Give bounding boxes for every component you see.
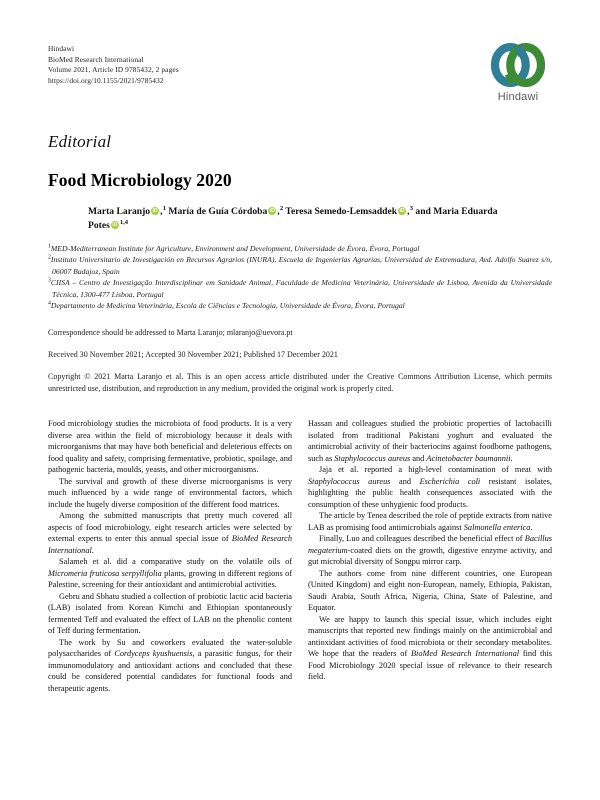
publisher-logo — [472, 42, 564, 103]
author-affil-ref: 2 — [279, 204, 284, 212]
affiliation-number: 1 — [48, 243, 51, 250]
logo-wordmark: Hindawi — [497, 91, 539, 103]
affiliation-text: Departamento de Medicina Veterinária, Escola de Ciências e Tecnologia, Universidade de Évora, Évora, Portugal — [50, 301, 405, 311]
hindawi-rings-icon — [486, 42, 550, 88]
author-affil-ref: 3 — [409, 204, 413, 212]
affiliation-text: Instituto Universitario de Investigación en Recursos Agrarios (INURA), Escuela de Ingenierías Agrarias, Universidad de Extremadura, Avd. Adolfo Suarez s/n, 06007 Badajoz, Spain — [50, 255, 552, 276]
affiliation-text: MED-Mediterranean Institute for Agriculture, Environment and Development, Universidade de Évora, Évora, Portugal — [50, 244, 420, 253]
affiliation-item — [48, 277, 552, 300]
author-name: and Maria Eduarda Potes — [88, 206, 498, 231]
affiliation-number: 4 — [48, 300, 51, 307]
author-affil-ref: 1,4 — [119, 218, 129, 226]
article-type-kicker: Editorial — [48, 132, 112, 151]
affiliation-list — [48, 243, 552, 311]
body-paragraph: The authors come from nine different countries, one European (United Kingdom) and eight non-European, namely, Ethiopia, Pakistan, Saudi Arabia, South Africa, Nigeria, China, State of Palestine, and Equator. — [308, 568, 552, 612]
author-affil-ref: 1 — [162, 204, 166, 212]
author-list: Marta Laranjo iD ,$^1$ María de Guía Córdoba iD ,$^2$ Teresa Semedo-Lemsaddek iD ,$^3$ and Maria Eduarda Potes iD $^{1,4}$ — [88, 205, 518, 233]
orcid-id-icon[interactable] — [111, 221, 119, 229]
publisher-name: Hindawi — [48, 44, 75, 53]
body-paragraph: Hassan and colleagues studied the probiotic properties of lactobacilli isolated from traditional Pakistani yoghurt and evaluated the antimicrobial activity of their bacteriocins against foodborne pathogens, such as Staphylococcus aureus and Acinetobacter baumannii. — [308, 419, 552, 463]
article-body — [48, 418, 552, 758]
page-title: Food Microbiology 2020 — [48, 169, 232, 190]
affiliation-item — [48, 243, 552, 254]
body-column-left — [48, 418, 292, 758]
affiliation-item — [48, 254, 552, 277]
body-paragraph: Salameh et al. did a comparative study on the volatile oils of Micromeria fruticosa serpyllifolia plants, growing in different regions of Palestine, screening for their antioxidant and antimicrobial activities. — [48, 557, 292, 589]
copyright-notice: Copyright © 2021 Marta Laranjo et al. This is an open access article distributed under the Creative Commons Attribution License, which permits unrestricted use, distribution, and reproduction in any medium, provided the original work is properly cited. — [48, 372, 552, 393]
masthead — [48, 44, 378, 86]
body-paragraph: We are happy to launch this special issue, which includes eight manuscripts that reported new findings mainly on the antimicrobial and antioxidant activities of food microbiota or their secondary metabolites. We hope that the readers of BioMed Research International find this Food Microbiology 2020 special issue of relevance to their research field. — [308, 614, 552, 681]
doi-link[interactable]: https://doi.org/10.1155/2021/9785432 — [48, 75, 164, 85]
affiliation-text: CIISA – Centro de Investigação Interdisciplinar em Sanidade Animal, Faculdade de Medicina Veterinária, Universidade de Lisboa, Avenida da Universidade Técnica, 1300-477 Lisboa, Portugal — [50, 278, 552, 299]
publication-dates: Received 30 November 2021; Accepted 30 November 2021; Published 17 December 2021 — [48, 350, 338, 359]
body-paragraph: Among the submitted manuscripts that pretty much covered all aspects of food microbiology, eight research articles were selected by external experts to enter this annual special issue of BioMed Research International. — [48, 511, 292, 555]
author-name: Marta Laranjo — [88, 206, 151, 217]
body-paragraph: The article by Tenea described the role of peptide extracts from native LAB as promising food antimicrobials against Salmonella enterica. — [308, 511, 552, 532]
author-name: María de Guía Córdoba — [168, 206, 268, 217]
body-paragraph: The survival and growth of these diverse microorganisms is very much influenced by a wide range of environmental factors, which include the hugely diverse composition of the different food matrices. — [48, 476, 292, 509]
journal-name: BioMed Research International — [48, 54, 144, 64]
affiliation-number: 2 — [48, 254, 51, 261]
body-paragraph: Finally, Luo and colleagues described the beneficial effect of Bacillus megaterium-coated diets on the growth, digestive enzyme activity, and gut microbial diversity of Songpu mirror carp. — [308, 534, 552, 566]
author-name: Teresa Semedo-Lemsaddek — [285, 206, 398, 217]
orcid-id-icon[interactable] — [398, 207, 406, 215]
body-paragraph: Gebru and Sbhatu studied a collection of probiotic lactic acid bacteria (LAB) isolated from Korean Kimchi and Ethiopian spontaneously fermented Teff and evaluated the effect of LAB on the phenolic content of Teff during fermentation. — [48, 591, 292, 635]
body-paragraph: Food microbiology studies the microbiota of food products. It is a very diverse area within the field of microbiology because it deals with microorganisms that may have both beneficial and deleterious effects on food quality and safety, comprising fermentative, probiotic, spoilage, and pathogenic bacteria, moulds, yeasts, and other microorganisms. — [48, 419, 292, 474]
affiliation-number: 3 — [48, 277, 51, 284]
affiliation-item — [48, 300, 552, 311]
body-paragraph: Jaja et al. reported a high-level contamination of meat with Staphylococcus aureus and Escherichia coli resistant isolates, highlighting the public health consequences associated with the consumption of these unhygienic food products. — [308, 465, 552, 509]
body-paragraph: The work by Su and coworkers evaluated the water-soluble polysaccharides of Cordyceps kyushuensis, a parasitic fungus, for their immunomodulatory and antioxidant actions and concluded that these could be considered potential candidates for functional foods and therapeutic agents. — [48, 637, 292, 693]
volume-article-line: Volume 2021, Article ID 9785432, 2 pages — [48, 65, 179, 75]
orcid-id-icon[interactable] — [268, 207, 276, 215]
body-column-right — [308, 418, 552, 758]
orcid-id-icon[interactable] — [151, 207, 159, 215]
correspondence-note: Correspondence should be addressed to Marta Laranjo; mlaranjo@uevora.pt — [48, 328, 293, 337]
